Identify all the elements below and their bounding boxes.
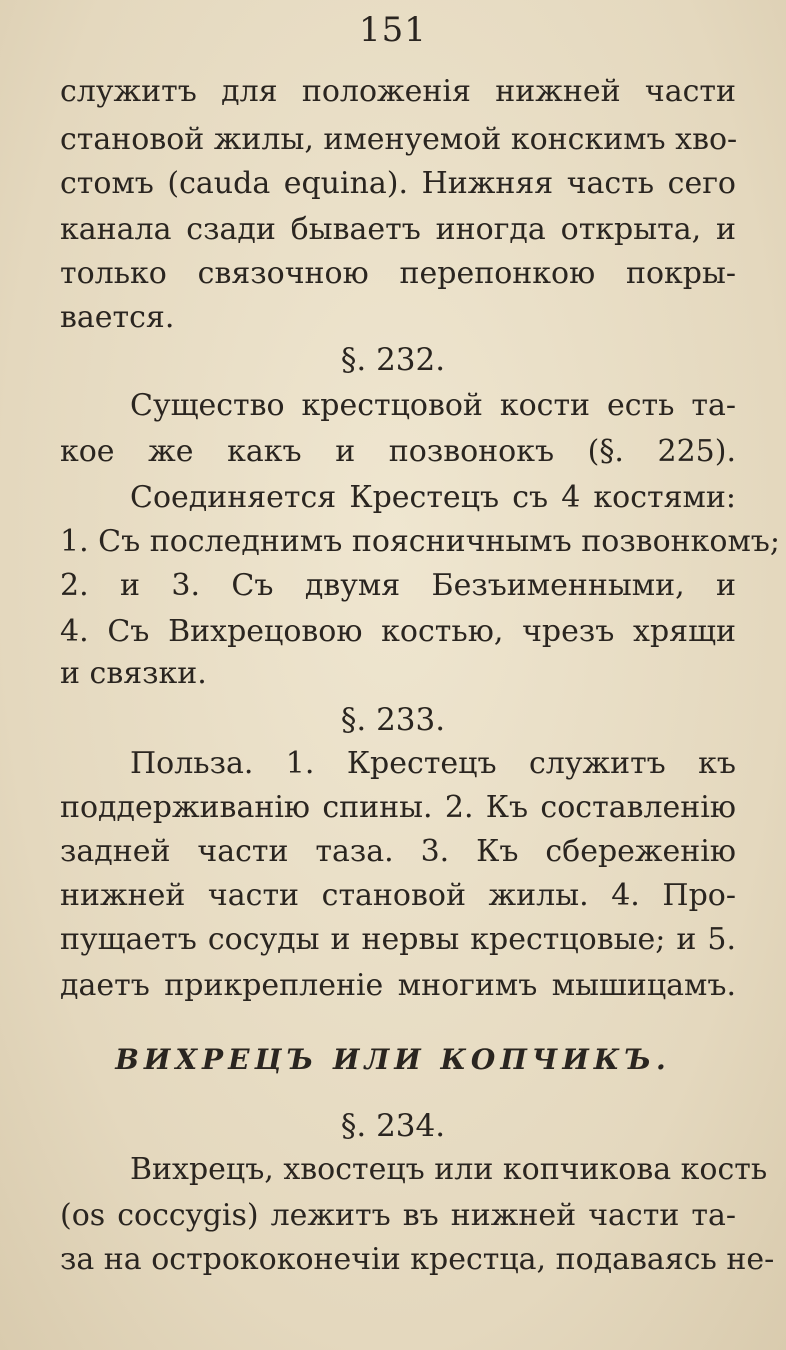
- text-line: становой жилы, именуемой конскимъ хво-: [60, 122, 738, 157]
- text-line: вается.: [60, 300, 175, 335]
- text-line: 1. Съ последнимъ поясничнымъ позвонкомъ;: [60, 524, 780, 559]
- text-line: 2. и 3. Съ двумя Безъименными, и: [60, 568, 736, 603]
- text-line: кое же какъ и позвонокъ (§. 225).: [60, 434, 736, 469]
- text-line: Польза. 1. Крестецъ служитъ къ: [130, 746, 736, 781]
- text-line: задней части таза. 3. Къ сбереженію: [60, 834, 736, 869]
- text-line: за на острококонечіи крестца, подаваясь не-: [60, 1242, 775, 1277]
- text-line: пущаетъ сосуды и нервы крестцовые; и 5.: [60, 922, 736, 957]
- text-line: нижней части становой жилы. 4. Про-: [60, 878, 736, 913]
- text-line: поддерживанію спины. 2. Къ составленію: [60, 790, 736, 825]
- text-line: даетъ прикрепленіе многимъ мышицамъ.: [60, 968, 736, 1003]
- section-number: §. 233.: [340, 702, 446, 738]
- text-line: Существо крестцовой кости есть та-: [130, 388, 736, 423]
- text-line: служитъ для положенія нижней части: [60, 74, 736, 109]
- text-line: 4. Съ Вихрецовою костью, чрезъ хрящи: [60, 614, 736, 649]
- text-line: Вихрецъ, хвостецъ или копчикова кость: [130, 1152, 768, 1187]
- text-line: и связки.: [60, 656, 207, 691]
- section-number: §. 234.: [340, 1108, 446, 1144]
- text-line: (os coccygis) лежитъ въ нижней части та-: [60, 1198, 736, 1233]
- text-line: канала сзади бываетъ иногда открыта, и: [60, 212, 736, 247]
- text-line: только связочною перепонкою покры-: [60, 256, 736, 291]
- chapter-heading: ВИХРЕЦЪ ИЛИ КОПЧИКЪ.: [115, 1043, 671, 1076]
- page-number: 151: [359, 10, 427, 50]
- text-line: стомъ (cauda equina). Нижняя часть сего: [60, 166, 736, 201]
- section-number: §. 232.: [340, 342, 446, 378]
- text-line: Соединяется Крестецъ съ 4 костями:: [130, 480, 736, 515]
